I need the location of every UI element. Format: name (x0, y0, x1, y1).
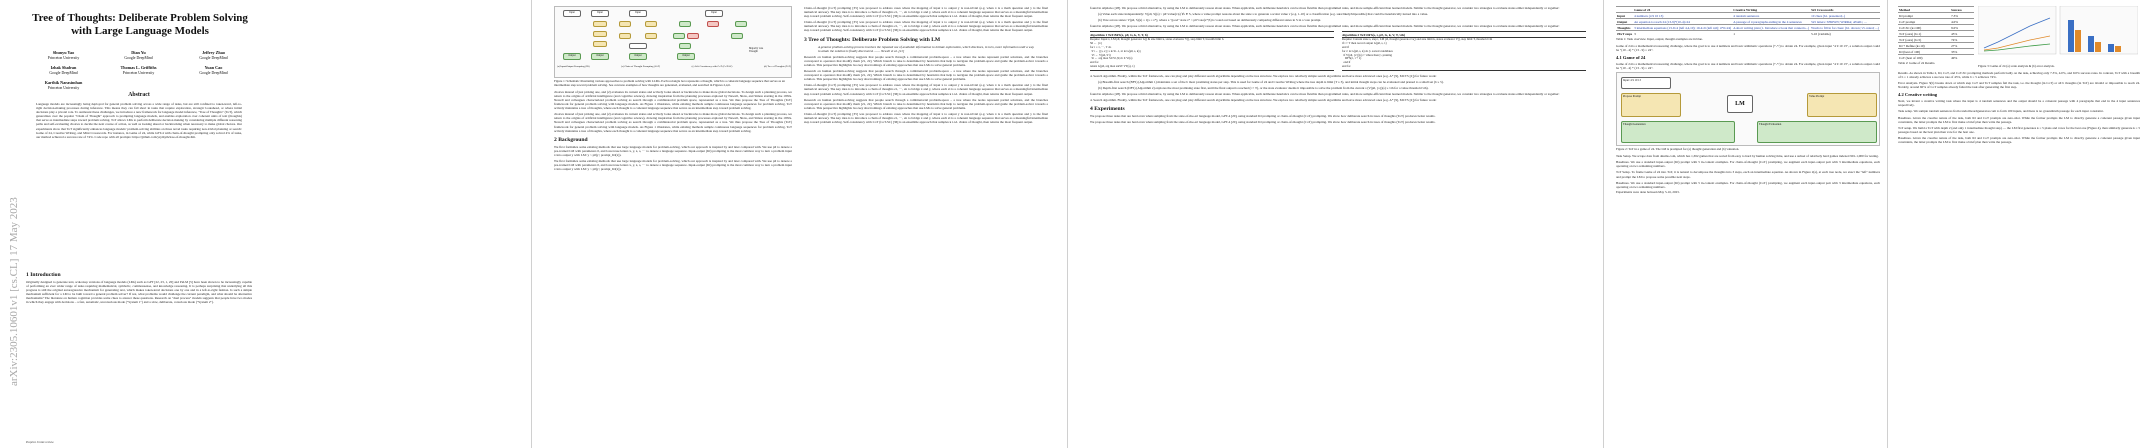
body-text: found in AlphaGo [28]. We propose a third alternative, by using the LM to deliberately reason about states. When applicable, such deliberate heuristics can be more flexible than programmed rules, and more sample-efficient than learned models. Similar to the thought generator, we consider two strategies to evaluate states either independently or together: (1090, 92, 1560, 97)
algorithm-2: Algorithm 2 ToT-DFS(s, t, pθ, G, k, V, T, vth) Require: Current state s, step t, LM pθ, thought generator G() and size limit k, states evaluator V(), step limit T, threshold vth if t > T then record output G(pθ, s, 1) end if for s' ∈ G(pθ, s, k) do ▷ sorted candidates if V(pθ, {s'})(s) > vthres then ▷ pruning DFS(s', t + 1) end if end for (1342, 31, 1586, 70)
scale-plot-frame (1978, 6, 2056, 54)
author-list (26, 50, 252, 95)
footnote: Experiments were done between May 5-16, 2023. (1616, 189, 1680, 194)
author: Yuan Cao Google DeepMind (199, 65, 228, 75)
author: Shunyu Yao Princeton University (47, 50, 80, 60)
table-caption: Table 1: Task overview. Input, output, thought examples are in blue. (1616, 37, 1703, 41)
input-node: Input (705, 10, 723, 17)
algorithm-row (1090, 31, 1586, 70)
output-node: Output (591, 53, 609, 60)
body-text: found in AlphaGo [28]. We propose a third alternative, by using the LM to deliberately reason about states. When applicable, such deliberate heuristics can be more flexible than programmed rules, and more sample-efficient than learned models. Similar to the thought generator, we consider two strategies to evaluate states either independently or together: (1090, 24, 1560, 29)
thought-node (673, 33, 685, 39)
list-item: (a) Breadth-first search (BFS) (Algorithm 1) maintains a set of the b most promising states per step. This is used for Game of 24 and Creative Writing where the tree depth is limit (T ≤ 3), and initial thought steps can be evaluated and pruned to a small set (b ≤ 5). (1098, 79, 1444, 84)
thought-node (687, 33, 699, 39)
body-text: Baselines. We use a standard input-output (IO) prompt with 5 in-context examples. For chain-of-thought (CoT) prompting, we augment each input-output pair with 3 intermediate equations, each operating on two remaining numbers. (1616, 160, 1880, 169)
author: Thomas L. Griffiths Princeton University (120, 65, 157, 75)
table-row: Thoughts 3 intermediate equations (13-9=4 (left 4,4,10); 10-4=6 (left 4,6); 4*6=24) A short writing plan (1. Introduce a book that connects...) Words to fill in for clues: (h1. shown; v5. naled; ...) (1617, 25, 1879, 30)
list-item: (a) Value each state independently: V(pθ, S)(s) ~ pθ^value(v|s) ∀s ∈ S, where a value prompt reasons about the state s to generate a scalar value v (e.g. 1-10) or a classification (e.g. sure/likely/impossible) that could be heuristically turned into a value. (1098, 12, 1429, 17)
output-node: Output (629, 53, 647, 60)
input-node: Input (591, 10, 609, 17)
body-text: Game of 24 is a mathematical reasoning challenge, where the goal is to use 4 numbers and basic arithmetic operations (+-*/) to obtain 24. For example, given input "4 9 10 13", a solution output could be "(10 - 4) * (13 - 9) = 24". (1616, 62, 1880, 71)
thought-node (593, 21, 607, 27)
table-header-row: Game of 24 Creative Writing 5x5 Crosswords (1616, 7, 1880, 13)
thought-node (593, 41, 607, 47)
thought-evaluation-box: Thought Evaluation (1757, 121, 1877, 143)
page-3 (1072, 0, 1604, 448)
table-row: ToT (ours) (b=5) 74% (1898, 37, 1974, 43)
section-heading: 3 Tree of Thoughts: Deliberate Problem Solving with LM (804, 36, 941, 43)
body-text: Chain-of-thought (CoT) prompting [35] was proposed to address cases where the mapping of input x to output y is non-trivial (e.g. when x is a math question and y is the final numerical answer). The key idea is to introduce a chain of thoughts z1, ···, zn to bridge x and y, where each zi is a coherent language sequence that serves as a meaningful intermediate step toward problem solving. Self-consistency with CoT (CoT-SC) [36] is an ensemble approach that samples k i.i.d. chains of thought, then returns the most frequent output. (804, 83, 1048, 96)
body-text: found in AlphaGo [28]. We propose a third alternative, by using the LM to deliberately reason about states. When applicable, such deliberate heuristics can be more flexible than programmed rules, and more sample-efficient than learned models. Similar to the thought generator, we consider two strategies to evaluate states either independently or together: (1090, 6, 1560, 10)
arxiv-stamp (4, 60, 20, 400)
body-text: Task setup. We sample random sentences from randomwordgenerator.com to form 100 inputs, and there is no groundtruth passage for each input constraint. (1898, 109, 2104, 114)
page-1 (0, 0, 532, 448)
thought-generation-box: Thought Generation (1621, 121, 1735, 143)
page4-body (1616, 6, 1880, 442)
table-row: IO + Refine (k=10) 27% (1898, 43, 1974, 49)
error-bar (2088, 36, 2094, 52)
table-row: ToT (ours) (b=1) 45% (1898, 31, 1974, 37)
list-item: (b) Depth-first search (DFS) (Algorithm 2) explores the most promising state first, until the final output is reached (t > T), or the state evaluator deems it impossible to solve the problem from the current s (V(pθ, {s})(s) ≤ vth for a value threshold vth). (1098, 85, 1429, 90)
paper-title: Tree of Thoughts: Deliberate Problem Solving with Large Language Models (32, 12, 248, 37)
body-text: We first formalize some existing methods that use large language models for problem-solving, which our approach is inspired by and later compared with. We use pθ to denote a pre-trained LM with parameters θ, and lowercase letters x, y, z, s, ··· to denote a language sequence. Input-output (IO) prompting is the most common way to turn a problem input x into output y with LM: y ~ pθ(y | prompt_IO(x)). (554, 159, 792, 172)
column-right (804, 6, 1048, 442)
body-text: Error Analysis. Figure 3(b) breaks down at which step CoT and ToT samples fail the task, i.e. the thought (in CoT) or all b thoughts (in ToT) are invalid or impossible to reach 24. Notably, around 60% of CoT samples already failed the task after generating the first step. (1898, 81, 2140, 90)
author: Karthik Narasimhan Princeton University (44, 80, 83, 90)
figure-caption: Figure 3: Game of 24 (a) scale analysis & (b) error analysis. (1978, 64, 2055, 68)
list-item: (b) Vote across states: V(pθ, S)(s) = 1[s = s*], where a "good" state s* ~ pθ^vote(s*|S) is voted out based on deliberately comparing different states in S in a vote prompt. (1098, 18, 1322, 23)
body-text: choices instead of just picking one, and (2) evaluates its current status and actively looks ahead or backtracks to make more global decisions. To design such a planning process, we return to the origins of artificial intelligence (and cognitive science), drawing inspiration from the planning processes explored by Newell, Shaw, and Simon starting in the 1950s. Newell and colleagues characterized problem solving as search through a combinatorial problem space, represented as a tree. We thus propose the Tree of Thoughts (ToT) framework for general problem solving with language models. As Figure 1 illustrates, while existing methods sample continuous language sequences for problem solving, ToT actively maintains a tree of thoughts, where each thought is a coherent language sequence that serves as an intermediate step toward problem solving. (554, 112, 792, 133)
body-text: Chain-of-thought (CoT) prompting [35] was proposed to address cases where the mapping of input x to output y is non-trivial (e.g. when x is a math question and y is the final numerical answer). The key idea is to introduce a chain of thoughts z1, ···, zn to bridge x and y, where each zi is a coherent language sequence that serves as a meaningful intermediate step toward problem solving. Self-consistency with CoT (CoT-SC) [36] is an ensemble approach that samples k i.i.d. chains of thought, then returns the most frequent output. (804, 111, 1048, 125)
algorithm-1: Algorithm 1 ToT-BFS(x, pθ, G, k, V, T, b) Require: Input x, LM pθ, thought generator G() & size limit k, states evaluator V(), step limit T, breadth limit b. S0 ← {x} for t = 1, ···, T do S't ← {[s, z] | s ∈ St−1, zt ∈ G(pθ, s, k)} Vt ← V(pθ, S't) St ← arg max S⊂S't,|S|=b Σ Vt(s) end for return G(pθ, arg max s∈ST VT(s), 1) (1090, 31, 1334, 70)
table-row: Input 4 numbers (4 9 10 13) 4 random sentences 10 clues (h1. presented;..) (1616, 13, 1880, 19)
algorithm-title: Algorithm 2 ToT-DFS(s, t, pθ, G, k, V, T, vth) (1342, 33, 1586, 38)
thought-node (619, 33, 631, 39)
body-text: Baselines. Given the creative nature of the task, both IO and CoT prompts are zero-shot. While the former prompts the LM to directly generate a coherent passage given input constraints, the latter prompts the LM to first make a brief plan then write the passage. (1898, 135, 2140, 145)
figure-1 (554, 6, 792, 78)
section-heading: 1 Introduction (26, 272, 61, 278)
figure-panel-labels: (a) Input-Output Prompting (IO) (c) Chain of Thought Prompting (CoT) (c) Self Consistency with CoT (CoT-SC) (d) Tree of Thoughts (ToT) (557, 65, 791, 68)
body-text: Results. As shown in Table 2, IO, CoT, and CoT-SC prompting methods perform badly on the task, achieving only 7.3%, 4.0%, and 9.0% success rates. In contrast, ToT with a breadth of b = 1 already achieves a success rate of 45%, while b = 5 achieves 74%. (1898, 70, 2140, 79)
body-text: Task Setup. We scrape data from 4nums.com, which has 1,362 games that are sorted from easy to hard by human solving time, and use a subset of relatively hard games indexed 901-1,000 for testing. (1616, 154, 1879, 159)
intro-section (26, 268, 252, 307)
input-node: Input (629, 10, 647, 17)
error-bar (2075, 30, 2081, 52)
page-4 (1608, 0, 1888, 448)
figure-3-plot (1978, 6, 2138, 58)
body-text: choices instead of just picking one, and (2) evaluates its current status and actively looks ahead or backtracks to make more global decisions. To design such a planning process, we return to the origins of artificial intelligence (and cognitive science), drawing inspiration from the planning processes explored by Newell, Shaw, and Simon starting in the 1950s. Newell and colleagues characterized problem solving as search through a combinatorial problem space, represented as a tree. We thus propose the Tree of Thoughts (ToT) framework for general problem solving with language models. As Figure 1 illustrates, while existing methods sample continuous language sequences for problem solving, ToT actively maintains a tree of thoughts, where each thought is a coherent language sequence that serves as an intermediate step toward problem solving. (554, 89, 792, 111)
author: Dian Yu Google DeepMind (124, 50, 153, 60)
section-heading: 2 Background (554, 136, 588, 143)
input-box: Input: 4 9 10 13 (1621, 77, 1671, 89)
column-left (554, 6, 792, 442)
error-bar (2115, 46, 2121, 52)
table-header-row: Method Success (1898, 7, 1974, 13)
algorithm-title: Algorithm 1 ToT-BFS(x, pθ, G, k, V, T, b) (1090, 33, 1334, 38)
body-text: Research on human problem-solving suggests that people search through a combinatorial problem-space – a tree where the nodes represent partial solutions, and the branches correspond to operators that modify them [21, 22]. Which branch to take is determined by heuristics that help to navigate the problem-space and guide the problem-solver towards a solution. This perspective highlights two key shortcomings of existing approaches that use LMs to solve general problems. (804, 97, 1048, 110)
body-text: Baselines. We use a standard input-output (IO) prompt with 5 in-context examples. For chain-of-thought (CoT) prompting, we augment each input-output pair with 3 intermediate equations, each operating on two remaining numbers. (1616, 180, 1880, 189)
thought-node (645, 21, 657, 27)
body-text: ToT Setup. To frame Game of 24 into ToT, it is natural to decompose the thoughts into 3 steps, each an intermediate equation. As shown in Figure 2(a), at each tree node, we exact the "left" numbers and prompt the LM to propose some possible next steps. (1616, 170, 1880, 179)
author: Jeffrey Zhao Google DeepMind (199, 50, 228, 60)
thought-node (735, 21, 747, 27)
majority-vote-node (629, 43, 647, 49)
figure-legend: Majority vote Thought (749, 47, 764, 54)
table-row: Output An equation to reach 24 (13-9)*(10-4)=24 A passage of 4 paragraphs ending in the 4 sentences 5x5 letters: SHOWN; WIRRA; AVAIL; ... (1616, 19, 1880, 25)
thought-node (593, 31, 607, 37)
error-bar (2068, 20, 2074, 52)
table-row: CoT (best of 100) 49% (1898, 55, 1974, 61)
figure-2 (1616, 72, 1880, 146)
body-text: Baselines. Given the creative nature of the task, both IO and CoT prompts are zero-shot. While the former prompts the LM to directly generate a coherent passage given input constraints, the latter prompts the LM to first make a brief plan then write the passage. (1898, 115, 2140, 124)
author: Izhak Shafran Google DeepMind (49, 65, 78, 75)
table-row: CoT prompt 4.0% (1898, 19, 1974, 25)
body-text: We first formalize some existing methods that use large language models for problem-solving, which our approach is inspired by and later compared with. We use pθ to denote a pre-trained LM with parameters θ, and lowercase letters x, y, z, s, ··· to denote a language sequence. Input-output (IO) prompting is the most common way to turn a problem input x into output y with LM: y ~ pθ(y | prompt_IO(x)). (554, 144, 792, 157)
results-row (1898, 6, 2140, 71)
table-row: IO prompt 7.3% (1898, 13, 1974, 19)
body-text: Next, we invent a creative writing task where the input is 4 random sentences and the output should be a coherent passage with 4 paragraphs that end in the 4 input sentences respectively. (1898, 99, 2140, 108)
thought-node (679, 43, 691, 49)
table-caption: Table 2: Game of 24 Results. (1898, 61, 1936, 65)
body-text: ToT setup. We build a ToT with depth 2 (and only 1 intermediate thought step) — the LM first generates k = 5 plans and votes for the best one (Figure 4), then similarly generate k = 5 passages based on the best plan then vote for the best one. (1898, 125, 2140, 134)
figure-caption: Figure 1: Schematic illustrating various approaches to problem solving with LLMs. Each rectangle box represents a thought, which is a coherent language sequence that serves as an intermediate step toward problem solving. See concrete examples of how thoughts are generated, evaluated, and searched in Figures 2,4,6. (554, 79, 785, 87)
body-text: Chain-of-thought (CoT) prompting [35] was proposed to address cases where the mapping of input x to output y is non-trivial (e.g. when x is a math question and y is the final numerical answer). The key idea is to introduce a chain of thoughts z1, ···, zn to bridge x and y, where each zi is a coherent language sequence that serves as a meaningful intermediate step toward problem solving. Self-consistency with CoT (CoT-SC) [36] is an ensemble approach that samples k i.i.d. chains of thought, then returns the most frequent output. (804, 6, 1048, 19)
page3-body (1090, 6, 1586, 442)
section-quote: A genuine problem-solving process involves the repeated use of available information to initiate exploration, which discloses, in turn, more information until a way to attain the solution is finally discovered. —— Newell et al. [21] (818, 44, 1034, 53)
page-2 (536, 0, 1068, 448)
body-text: Research on human problem-solving suggests that people search through a combinatorial problem-space – a tree where the nodes represent partial solutions, and the branches correspond to operators that modify them [21, 22]. Which branch to take is determined by heuristics that help to navigate the problem-space and guide the problem-solver towards a solution. This perspective highlights two key shortcomings of existing approaches that use LMs to solve general problems. (804, 69, 1048, 82)
output-node: Output (677, 53, 695, 60)
subsection-heading: 4.2 Creative writing (1898, 92, 1938, 98)
body-text: We propose three tasks that are hard even when sampling from the state-of-the-art language model, GPT-4 [20], using standard IO prompting or chain-of-thought (CoT) prompting. We show how deliberate search in trees of thoughts (ToT) produces better results. (1090, 120, 1436, 125)
thought-node (619, 21, 631, 27)
body-text: Game of 24 is a mathematical reasoning challenge, where the goal is to use 4 numbers and basic arithmetic operations (+-*/) to obtain 24. For example, given input "4 9 10 13", a solution output could be "(10 - 4) * (13 - 9) = 24". (1616, 43, 1880, 52)
input-node: Input (563, 10, 581, 17)
abstract-heading: Abstract (128, 92, 150, 98)
section-heading: 4 Experiments (1090, 106, 1125, 113)
subsection-heading: 4.1 Game of 24 (1616, 55, 1646, 61)
body-text: Chain-of-thought (CoT) prompting [35] was proposed to address cases where the mapping of input x to output y is non-trivial (e.g. when x is a math question and y is the final numerical answer). The key idea is to introduce a chain of thoughts z1, ···, zn to bridge x and y, where each zi is a coherent language sequence that serves as a meaningful intermediate step toward problem solving. Self-consistency with CoT (CoT-SC) [36] is an ensemble approach that samples k i.i.d. chains of thought, then returns the most frequent output. (804, 20, 1048, 33)
thought-node (679, 21, 691, 27)
body-text: 4. Search algorithm. Finally, within the ToT framework, one can plug and play different search algorithms depending on the tree structure. We explore two relatively simple search algorithms and leave more advanced ones (e.g. A* [9], MCTS [2]) for future work: (1090, 73, 1437, 78)
table-row: IO (best of 100) 33% (1898, 49, 1974, 55)
thought-node (707, 21, 719, 27)
error-bar (2108, 44, 2114, 52)
body-text: Research on human problem-solving suggests that people search through a combinatorial problem-space – a tree where the nodes represent partial solutions, and the branches correspond to operators that modify them [21, 22]. Which branch to take is determined by heuristics that help to navigate the problem-space and guide the problem-solver towards a solution. This perspective highlights two key shortcomings of existing approaches that use LMs to solve general problems. (804, 54, 1048, 67)
page-5 (1892, 0, 2144, 448)
output-node: Output (563, 53, 581, 60)
table-row: #ToT steps 3 1 5-10 (variable) (1616, 31, 1880, 37)
error-bar (2095, 42, 2101, 52)
abstract-text: Language models are increasingly being deployed for general problem solving across a wide range of tasks, but are still confined to token-level, left-to-right decision-making processes during inference. This means they can fall short in tasks that require exploration, strategic lookahead, or where initial decisions play a pivotal role. To surmount these challenges, we introduce a new framework for language model inference, "Tree of Thoughts" (ToT), which generalizes over the popular "Chain of Thought" approach to prompting language models, and enables exploration over coherent units of text (thoughts) that serve as intermediate steps toward problem solving. ToT allows LMs to perform deliberate decision making by considering multiple different reasoning paths and self-evaluating choices to decide the next course of action, as well as looking ahead or backtracking when necessary to make global choices. Our experiments show that ToT significantly enhances language models' problem-solving abilities on three novel tasks requiring non-trivial planning or search: Game of 24, Creative Writing, and Mini Crosswords. For instance, in Game of 24, while GPT-4 with chain-of-thought prompting only solved 4% of tasks, our method achieved a success rate of 74%. Code repo with all prompts: https://github.com/ysymyth/tree-of-thought-llm. (36, 102, 242, 139)
table-row: CoT-SC (k=100) 9.0% (1898, 25, 1974, 31)
thought-node (731, 33, 743, 39)
table-2-wrap (1898, 6, 1974, 71)
table-2 (1898, 6, 1974, 60)
lm-box: LM (1727, 95, 1753, 113)
value-prompt-box: Value Prompt (1807, 93, 1877, 117)
page5-body (1898, 6, 2140, 442)
body-text: We propose three tasks that are hard even when sampling from the state-of-the-art language model, GPT-4 [20], using standard IO prompting or chain-of-thought (CoT) prompting. We show how deliberate search in trees of thoughts (ToT) produces better results. (1090, 114, 1436, 119)
figure-caption: Figure 2: ToT in a game of 24. The LM is prompted for (a) thought generation and (b) valuation. (1616, 147, 1740, 152)
table-1 (1616, 6, 1880, 36)
abstract (36, 102, 242, 141)
figure-3 (1978, 6, 2140, 71)
body-text: 4. Search algorithm. Finally, within the ToT framework, one can plug and play different search algorithms depending on the tree structure. We explore two relatively simple search algorithms and leave more advanced ones (e.g. A* [9], MCTS [2]) for future work: (1090, 98, 1437, 103)
arxiv-stamp-text: arXiv:2305.10601v1 [cs.CL] 17 May 2023 (8, 197, 20, 386)
intro-text: Originally designed to generate text, scaled-up versions of language models (LMs) such as GPT [22, 23, 1, 20] and PaLM [5] have been shown to be increasingly capable of performing an ever wider range of tasks requiring mathematical, symbolic, commonsense, and knowledge reasoning. It is perhaps surprising that underlying all this progress is still the original autoregressive mechanism for generating text, which makes token-level decisions one by one and in a left-to-right fashion. Is such a simple mechanism sufficient for a LM to be built toward a general problem solver? If not, what problems would challenge the current paradigm, and what should be alternative mechanisms? The literature on human cognition provides some clues to answer these questions. Research on "dual process" models suggests that people have two modes in which they engage with decisions – a fast, automatic, unconscious mode ("System 1") and a slow, deliberate, conscious mode ("System 2"). (26, 280, 252, 305)
propose-prompt-box: Propose Prompt (1621, 93, 1681, 117)
thought-node (645, 33, 657, 39)
preprint-note: Preprint. Under review. (26, 440, 55, 444)
